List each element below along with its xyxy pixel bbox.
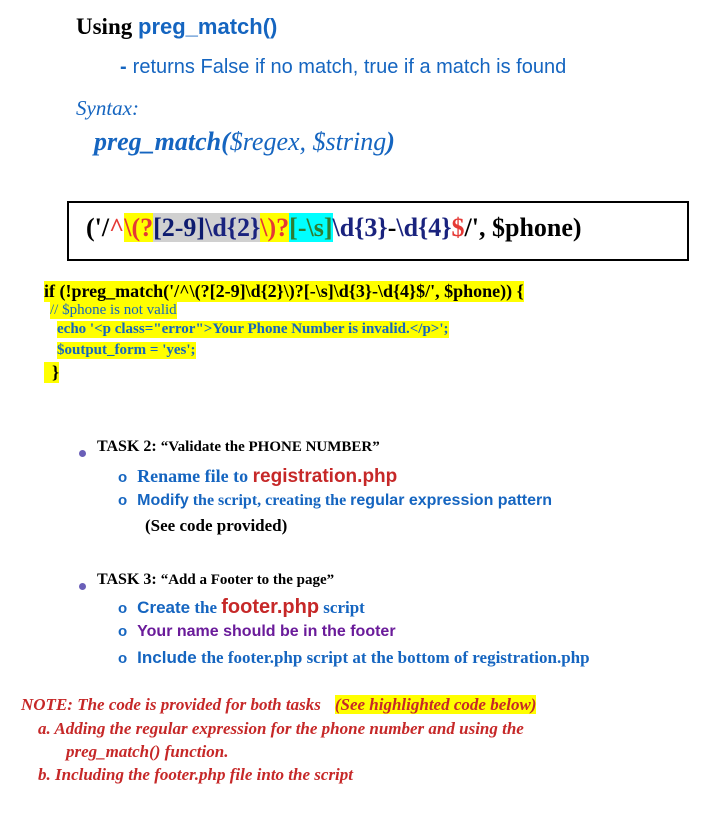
task2-item-rename-text: Rename file to [137,466,249,486]
regex-separator: [-\s] [289,213,333,242]
task2-item-see-code: (See code provided) [145,516,288,535]
circle-bullet-icon: o [118,600,128,617]
heading-function-name: preg_match() [138,14,278,39]
description-dash: - [120,56,127,78]
circle-bullet-icon: o [118,469,128,486]
syntax-line [94,127,395,157]
regex-caret: ^ [109,213,125,242]
task2-item-modify-verb: Modify [137,492,189,509]
regex-text [86,213,582,243]
note-line [21,695,536,715]
circle-bullet-icon: o [118,492,128,509]
regex-end-anchor: $ [451,213,465,242]
task2-bullet-icon [79,450,86,457]
task3-item-create-verb: Create [137,598,191,617]
syntax-args: $regex, $string [229,127,387,156]
regex-line-number: \d{4} [396,213,452,242]
regex-area-first-digit: [2-9] [153,213,206,242]
regex-exchange: \d{3} [332,213,388,242]
code-line-close-brace: } [44,362,59,383]
syntax-label: Syntax: [76,96,139,120]
task3-item-create-script: script [323,598,365,617]
task3-title: TASK 3: [97,571,157,588]
task3-item-create-file: footer.php [221,596,320,618]
task2-heading [97,438,380,456]
task2-item-modify-pattern: regular expression pattern [350,492,553,509]
task2-quote: “Validate the PHONE NUMBER” [160,439,380,455]
regex-close: /', $phone) [464,213,582,242]
note-item-b: b. Including the footer.php file into the script [38,765,354,784]
regex-area-digits: \d{2} [205,213,261,242]
task3-item-include-text: the footer.php script at the bottom of registration.php [200,648,590,667]
code-line-echo: echo '<p class="error">Your Phone Number is invalid.</p>'; [57,321,449,337]
circle-bullet-icon: o [118,623,128,640]
regex-hyphen: - [387,213,397,242]
task2-item-rename [118,466,397,488]
task3-item-create-the: the [194,598,218,617]
note-item-a: a. Adding the regular expression for the phone number and using the [38,719,524,738]
description-line [120,56,566,79]
task2-title: TASK 2: [97,438,157,455]
page-heading [76,14,277,40]
description-text: returns False if no match, true if a match is found [132,56,567,78]
code-line-output-form: $output_form = 'yes'; [57,342,196,358]
note-item-a-continued: preg_match() function. [66,742,229,761]
regex-open-paren: \(? [124,213,154,242]
heading-prefix: Using [76,14,133,39]
note-highlight: (See highlighted code below) [334,695,537,714]
syntax-function: preg_match( [94,127,230,156]
task3-item-name-text: Your name should be in the footer [137,623,396,640]
task2-item-rename-file: registration.php [252,466,398,487]
syntax-close: ) [386,127,395,156]
task2-item-modify [118,492,552,510]
regex-open: ('/ [86,213,110,242]
task2-item-modify-text: the script, creating the [192,492,347,509]
note-text: NOTE: The code is provided for both tasks [21,695,321,714]
task3-bullet-icon [79,583,86,590]
task3-item-include-verb: Include [137,648,197,667]
task3-quote: “Add a Footer to the page” [160,572,335,588]
task3-item-name [118,623,396,641]
code-line-comment: // $phone is not valid [50,302,177,318]
task3-item-create [118,596,365,619]
task3-item-include [118,648,590,668]
task3-heading [97,571,334,589]
code-line-if: if (!preg_match('/^\(?[2-9]\d{2}\)?[-\s]\d{3}-\d{4}$/', $phone)) { [44,281,524,301]
circle-bullet-icon: o [118,650,128,667]
regex-close-paren: \)? [260,213,290,242]
